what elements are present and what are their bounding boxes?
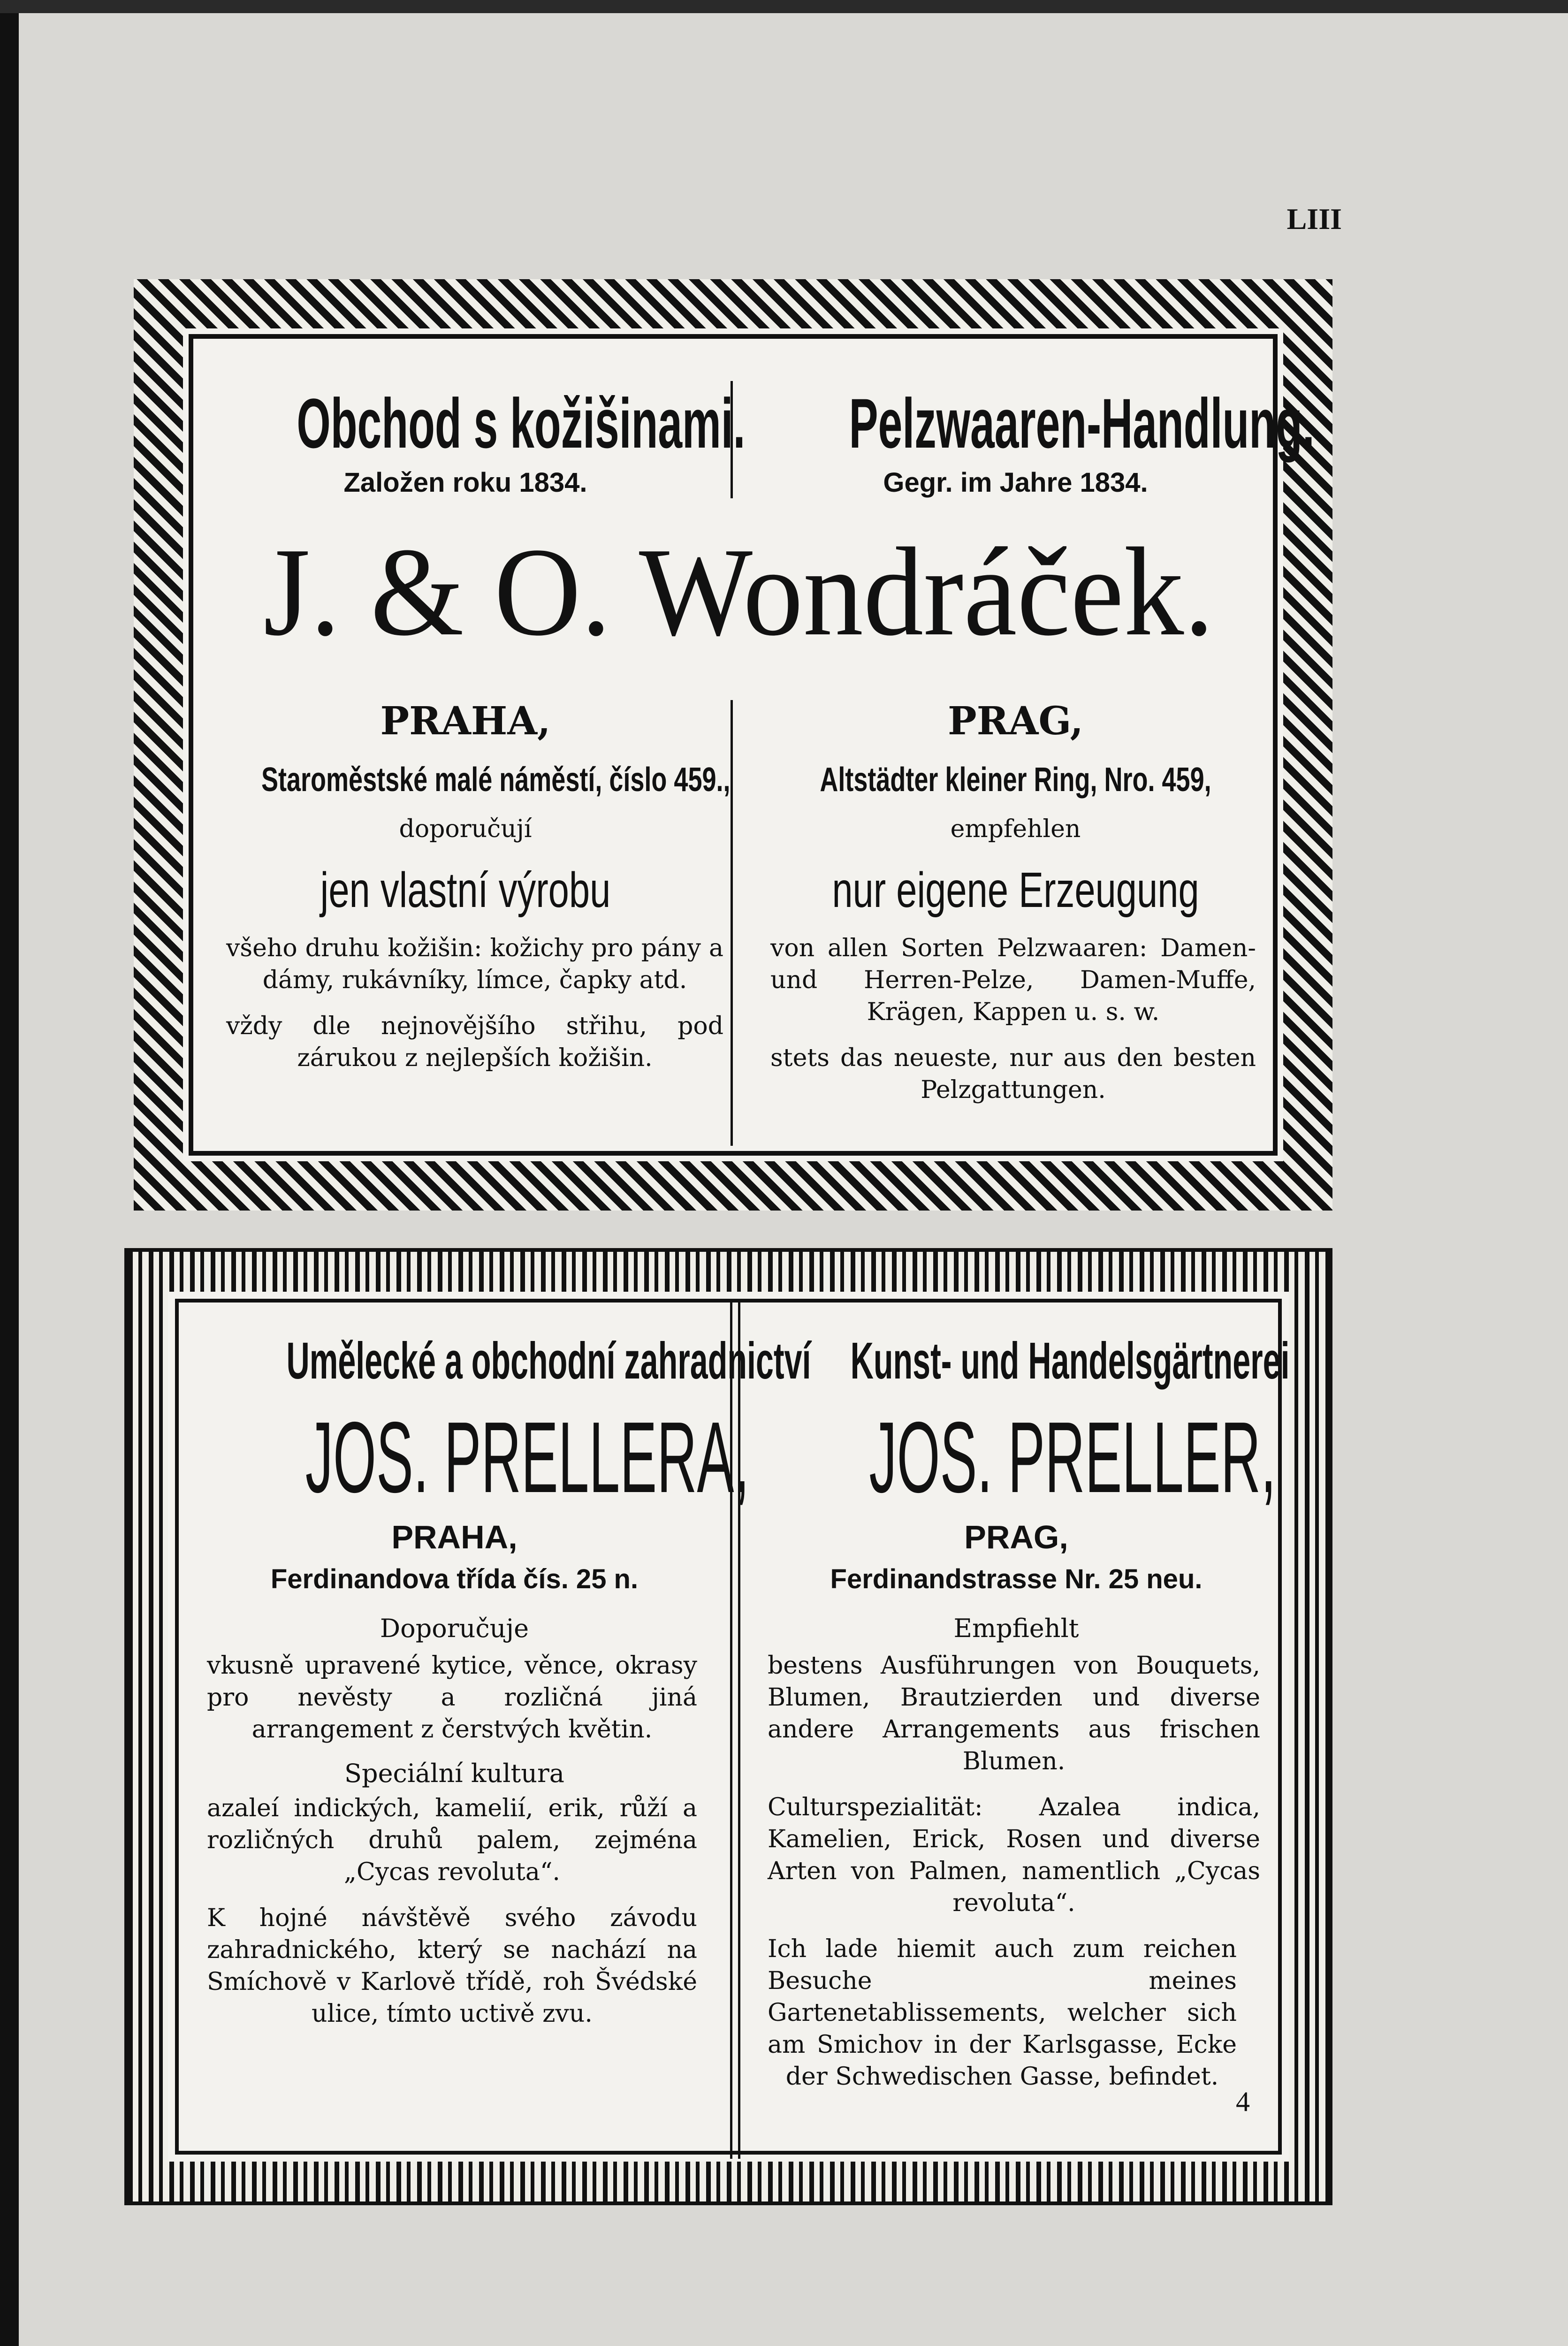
ad2-left-text2: azaleí indických, kamelií, erik, růží a rozličných druhů palem, zejména „Cycas revoluta“. [207,1794,697,1886]
ad1-right-text2: stets das neueste, nur aus den besten Pelzgattungen. [770,1044,1256,1104]
ad2-left-name: JOS. PRELLERA, [305,1401,750,1514]
ad1-right-recommend: empfehlen [950,815,1081,843]
ad2-right-city: PRAG, [964,1519,1068,1555]
ad1-right-address: Altstädter kleiner Ring, Nro. 459, [820,761,1211,799]
page-top-edge [0,0,1568,13]
ad2-right-recommend: Empfiehlt [953,1614,1079,1643]
ad1-right-city: PRAG, [947,699,1084,744]
ad1-right-heading: Pelzwaaren-Handlung. [849,384,1315,463]
ad2-left-address: Ferdinandova třída čís. 25 n. [270,1564,639,1594]
ad1-left-header [193,383,746,498]
ad2-left-recommend: Doporučuje [380,1614,529,1643]
ad1-left-text1: všeho druhu kožišin: kožichy pro pány a dámy, rukávníky, límce, čapky atd. [226,934,723,994]
ad1-right-slogan: nur eigene Erzeugung [832,862,1199,918]
fur-shop-advertisement [134,279,1332,1211]
ad2-left-column [183,1331,811,2030]
ad2-right-text1: bestens Ausführungen von Bouquets, Blumen, Brautzierden und diverse andere Arrangements aus frischen Blumen. [768,1652,1260,1775]
ad2-right-column [749,1331,1290,2093]
ad2-signature-mark: 4 [1236,2086,1250,2117]
ad1-left-city: PRAHA, [380,699,551,744]
ad2-left-city: PRAHA, [391,1519,518,1555]
ad1-left-founded: Založen roku 1834. [343,467,587,498]
ad1-left-body [193,698,738,1074]
ad2-left-text3: K hojné návštěvě svého závodu zahradnického, který se nachází na Smíchově v Karlově třídě, roh Švédské ulice, tímto uctivě zvu. [207,1904,697,2028]
ad1-right-body [747,698,1284,1106]
ad2-left-text1: vkusně upravené kytice, věnce, okrasy pro nevěsty a rozličná jiná arrangement z čerstvých květin. [207,1652,697,1744]
ad1-left-address: Staroměstské malé náměstí, číslo 459., [261,761,731,799]
ad1-right-founded: Gegr. im Jahre 1834. [883,467,1148,498]
ad1-firm-name: J. & O. Wondráček. [263,522,1214,662]
ad1-right-text1: von allen Sorten Pelzwaaren: Damen- und Herren-Pelze, Damen-Muffe, Krägen, Kappen u. s. w. [770,934,1256,1026]
ad2-left-special: Speciální kultura [344,1759,564,1788]
ad1-right-header [747,383,1315,498]
ad2-inner-frame [175,1299,1290,2155]
ad1-left-slogan: jen vlastní výrobu [320,862,611,918]
ad2-right-name: JOS. PRELLER, [869,1401,1276,1514]
ad2-right-text2: Culturspezialität: Azalea indica, Kamelien, Erick, Rosen und diverse Arten von Palmen, namentlich „Cycas revoluta“. [768,1793,1260,1917]
ad2-right-text3: Ich lade hiemit auch zum reichen Besuche meines Gartenetablissements, welcher sich am Smichov in der Karlsgasse, Ecke der Schwedischen Gasse, befindet. [768,1935,1237,2091]
ad1-left-text2: vždy dle nejnovějšího střihu, pod zárukou z nejlepších kožišin. [226,1012,723,1072]
page-edge [0,0,19,2346]
ad2-right-heading: Kunst- und Handelsgärtnerei [850,1332,1290,1390]
ad1-left-recommend: doporučují [399,815,532,843]
ad2-right-address: Ferdinandstrasse Nr. 25 neu. [830,1564,1203,1594]
ad1-inner-frame [189,334,1315,1156]
ad2-left-heading: Umělecké a obchodní zahradnictví [286,1332,811,1390]
garden-shop-advertisement [124,1248,1332,2205]
page-number: LIII [1286,202,1342,236]
ad1-left-heading: Obchod s kožišinami. [297,384,746,463]
